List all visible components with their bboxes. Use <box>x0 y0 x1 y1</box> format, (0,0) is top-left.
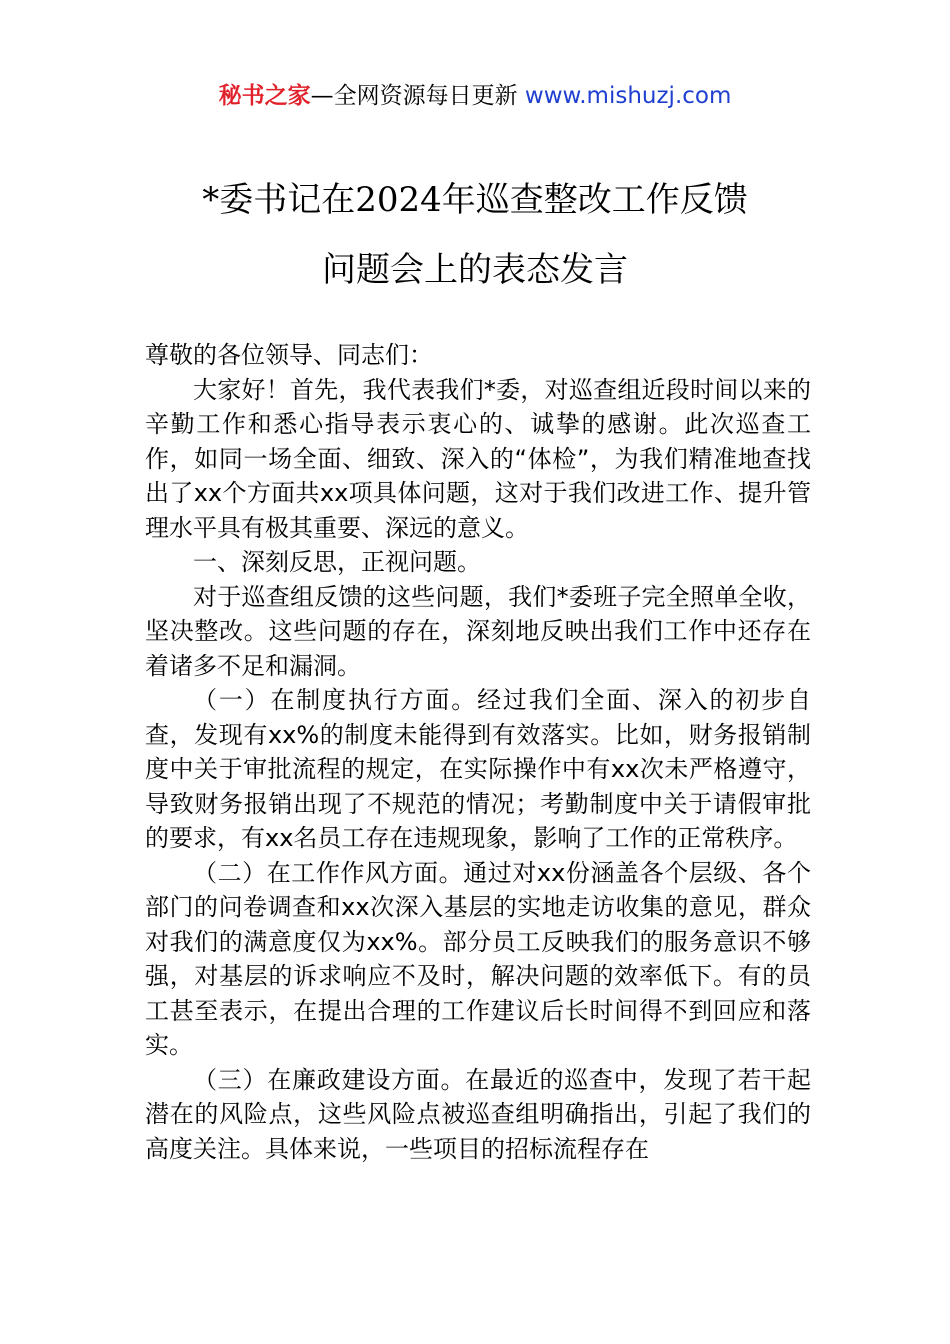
section-heading-1: 一、深刻反思，正视问题。 <box>193 548 481 576</box>
site-tagline: —全网资源每日更新 <box>310 83 525 109</box>
paragraph-system-execution: （一）在制度执行方面。经过我们全面、深入的初步自查，发现有xx%的制度未能得到有效落实。比如，财务报销制度中关于审批流程的规定，在实际操作中有xx次未严格遵守，导致财务报销出现了不规范的情况；考勤制度中关于请假审批的要求，有xx名员工存在违规现象，影响了工作的正常秩序。 <box>145 686 811 852</box>
document-body <box>145 338 811 1166</box>
document-title-line-1: *委书记在2024年巡查整改工作反馈 <box>202 180 748 220</box>
paragraph-work-style: （二）在工作作风方面。通过对xx份涵盖各个层级、各个部门的问卷调查和xx次深入基层的实地走访收集的意见，群众对我们的满意度仅为xx%。部分员工反映我们的服务意识不够强，对基层的诉求响应不及时，解决问题的效率低下。有的员工甚至表示，在提出合理的工作建议后长时间得不到回应和落实。 <box>145 858 811 1059</box>
salutation: 尊敬的各位领导、同志们： <box>145 341 433 369</box>
paragraph-reflection: 对于巡查组反馈的这些问题，我们*委班子完全照单全收，坚决整改。这些问题的存在，深刻地反映出我们工作中还存在着诸多不足和漏洞。 <box>145 582 811 680</box>
paragraph-greeting: 大家好！首先，我代表我们*委，对巡查组近段时间以来的辛勤工作和悉心指导表示衷心的、诚挚的感谢。此次巡查工作，如同一场全面、细致、深入的“体检”，为我们精准地查找出了xx个方面共xx项具体问题，这对于我们改进工作、提升管理水平具有极其重要、深远的意义。 <box>145 375 811 542</box>
site-url[interactable]: www.mishuzj.com <box>524 83 732 109</box>
site-header <box>0 80 950 112</box>
paragraph-integrity: （三）在廉政建设方面。在最近的巡查中，发现了若干起潜在的风险点，这些风险点被巡查组明确指出，引起了我们的高度关注。具体来说，一些项目的招标流程存在 <box>145 1065 811 1163</box>
document-title-line-2: 问题会上的表态发言 <box>322 250 628 290</box>
site-brand: 秘书之家 <box>218 83 311 109</box>
